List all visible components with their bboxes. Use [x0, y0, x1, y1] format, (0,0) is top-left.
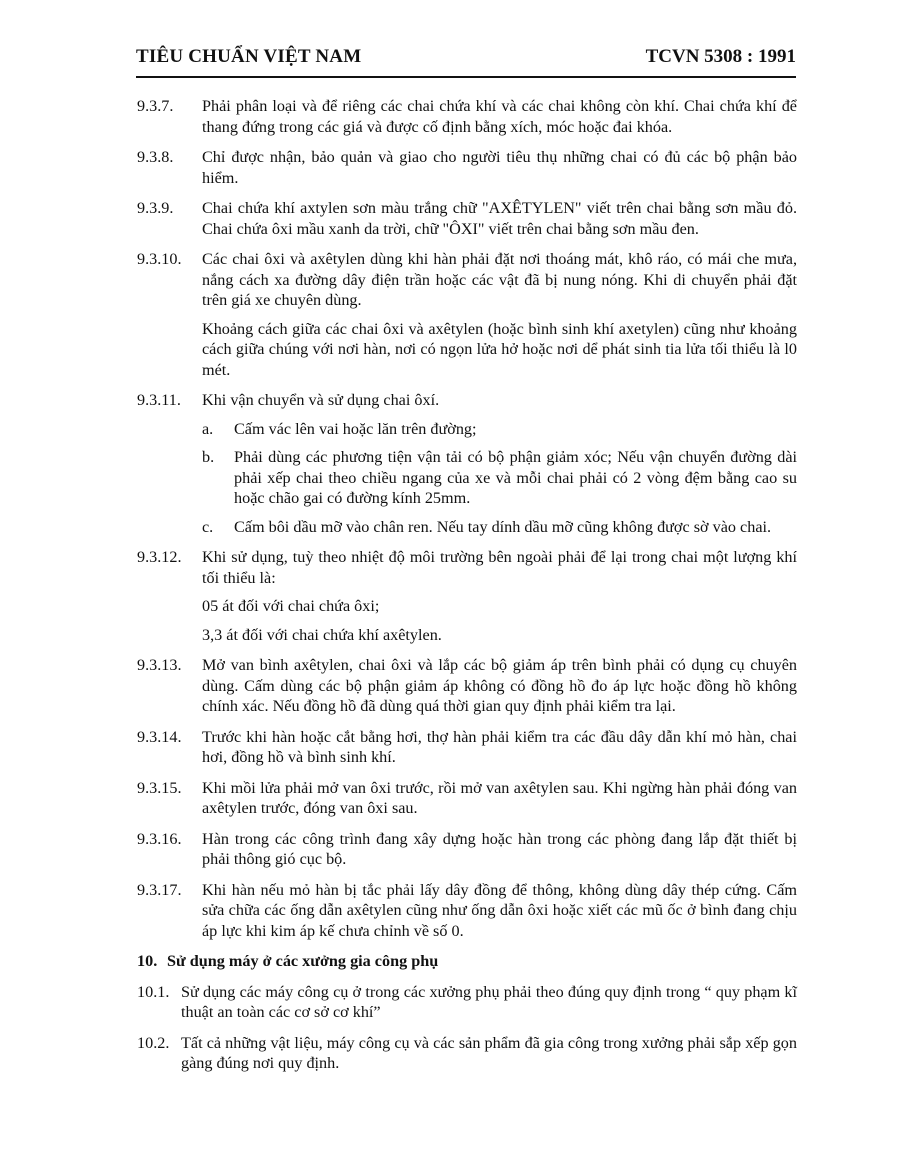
clause-text: Chỉ được nhận, bảo quản và giao cho người tiêu thụ những chai có đủ các bộ phận bảo hiểm. — [202, 148, 797, 187]
standard-title: TIÊU CHUẨN VIỆT NAM — [136, 46, 362, 67]
clause-text-oxygen: 05 át đối với chai chứa ôxi; — [202, 597, 380, 615]
sub-letter: b. — [202, 448, 215, 466]
sub-item-c — [202, 517, 797, 538]
sub-item-b — [202, 447, 797, 509]
clause-number: 10.2. — [137, 1033, 170, 1052]
clause-text: Mở van bình axêtylen, chai ôxi và lắp các bộ giảm áp trên bình phải có dụng cụ chuyên dùng. Cấm dùng các bộ phận giảm áp không có đồng hồ đo áp lực hoặc đồng hồ không chính xác. Nếu đồng hồ đã dùng quá thời gian quy định phải kiểm tra lại. — [202, 656, 797, 715]
clause-text: Trước khi hàn hoặc cắt bằng hơi, thợ hàn phải kiểm tra các đầu dây dẫn khí mỏ hàn, chai hơi, đồng hồ và bình sinh khí. — [202, 727, 797, 766]
clause-number: 10.1. — [137, 982, 170, 1001]
clause-number: 9.3.11. — [137, 391, 181, 409]
clause-number: 9.3.14. — [137, 727, 182, 746]
document-body — [137, 96, 797, 1084]
clause-text: Tất cả những vật liệu, máy công cụ và các sản phẩm đã gia công trong xưởng phải sắp xếp gọn gàng đúng nơi quy định. — [181, 1033, 797, 1072]
clause-9-3-14 — [137, 727, 797, 768]
clause-text: Phải phân loại và để riêng các chai chứa khí và các chai không còn khí. Chai chứa khí để thang đứng trong các giá và được cố định bằng xích, móc hoặc đai khóa. — [202, 97, 797, 136]
clause-number: 9.3.12. — [137, 548, 182, 566]
clause-9-3-9 — [137, 198, 797, 239]
sub-letter: a. — [202, 419, 214, 438]
clause-text: Khi hàn nếu mỏ hàn bị tắc phải lấy dây đồng để thông, không dùng dây thép cứng. Cấm sửa chữa các ống dẫn axêtylen cũng như ống dẫn ôxi hoặc xiết các mũ ốc ở bình đang chịu áp lực khi kim áp kế chưa chỉnh về số 0. — [202, 880, 797, 940]
section-title: Sử dụng máy ở các xưởng gia công phụ — [167, 952, 439, 970]
section-heading-10 — [137, 951, 797, 972]
clause-9-3-17 — [137, 880, 797, 942]
clause-number: 9.3.15. — [137, 778, 182, 797]
sub-text: Phải dùng các phương tiện vận tải có bộ phận giảm xóc; Nếu vận chuyển đường dài phải xếp chai theo chiều ngang của xe và mỗi chai phải có 2 vòng đệm bằng cao su hoặc chão gai có đường kính 25mm. — [234, 448, 797, 507]
sub-text: Cấm bôi dầu mỡ vào chân ren. Nếu tay dính dầu mỡ cũng không được sờ vào chai. — [234, 517, 772, 536]
clause-9-3-13 — [137, 655, 797, 717]
sub-letter: c. — [202, 517, 214, 536]
clause-number: 9.3.13. — [137, 656, 182, 674]
clause-text: Khi sử dụng, tuỳ theo nhiệt độ môi trường bên ngoài phải để lại trong chai một lượng khí tối thiểu là: — [202, 548, 797, 587]
clause-text: Khi vận chuyển và sử dụng chai ôxí. — [202, 391, 440, 409]
section-number: 10. — [137, 952, 158, 970]
clause-9-3-15 — [137, 778, 797, 819]
clause-10-1 — [137, 982, 797, 1023]
clause-number: 9.3.9. — [137, 199, 174, 217]
clause-number: 9.3.10. — [137, 250, 182, 268]
page-header — [136, 44, 796, 78]
sub-item-a — [202, 419, 797, 440]
clause-number: 9.3.16. — [137, 829, 182, 848]
standard-code: TCVN 5308 : 1991 — [645, 46, 796, 67]
clause-9-3-12 — [137, 547, 797, 645]
clause-number: 9.3.17. — [137, 880, 182, 899]
clause-text: Khi mồi lửa phải mở van ôxi trước, rồi mở van axêtylen sau. Khi ngừng hàn phải đóng van axêtylen trước, đóng van ôxi sau. — [202, 778, 797, 817]
clause-text-acetylene: 3,3 át đối với chai chứa khí axêtylen. — [202, 625, 442, 644]
clause-text-continued: Khoảng cách giữa các chai ôxi và axêtylen (hoặc bình sinh khí axetylen) cũng như khoảng cách giữa chúng với nơi hàn, nơi có ngọn lửa hở hoặc nơi dể phát sinh tia lửa tối thiểu là l0 mét. — [202, 319, 797, 379]
clause-text: Các chai ôxi và axêtylen dùng khi hàn phải đặt nơi thoáng mát, khô ráo, có mái che mưa, nắng cách xa đường dây điện trần hoặc các vật đã bị nung nóng. Khi di chuyển phải đặt trên giá xe chuyên dùng. — [202, 250, 797, 309]
clause-10-2 — [137, 1033, 797, 1074]
clause-9-3-7 — [137, 96, 797, 137]
clause-9-3-10 — [137, 249, 797, 380]
clause-9-3-8 — [137, 147, 797, 188]
clause-9-3-16 — [137, 829, 797, 870]
clause-number: 9.3.8. — [137, 148, 174, 166]
clause-text: Hàn trong các công trình đang xây dựng hoặc hàn trong các phòng đang lắp đặt thiết bị phải thông gió cục bộ. — [202, 829, 797, 868]
clause-9-3-11 — [137, 390, 797, 537]
clause-text: Chai chứa khí axtylen sơn màu trắng chữ "AXÊTYLEN" viết trên chai bằng sơn mầu đỏ. Chai chứa ôxi mầu xanh da trời, chữ "ÔXI" viết trên chai bằng sơn mầu đen. — [202, 199, 797, 238]
sub-text: Cấm vác lên vai hoặc lăn trên đường; — [234, 419, 477, 438]
clause-text: Sử dụng các máy công cụ ở trong các xưởng phụ phải theo đúng quy định trong “ quy phạm kĩ thuật an toàn các cơ sở cơ khí” — [181, 982, 797, 1021]
clause-number: 9.3.7. — [137, 97, 174, 115]
